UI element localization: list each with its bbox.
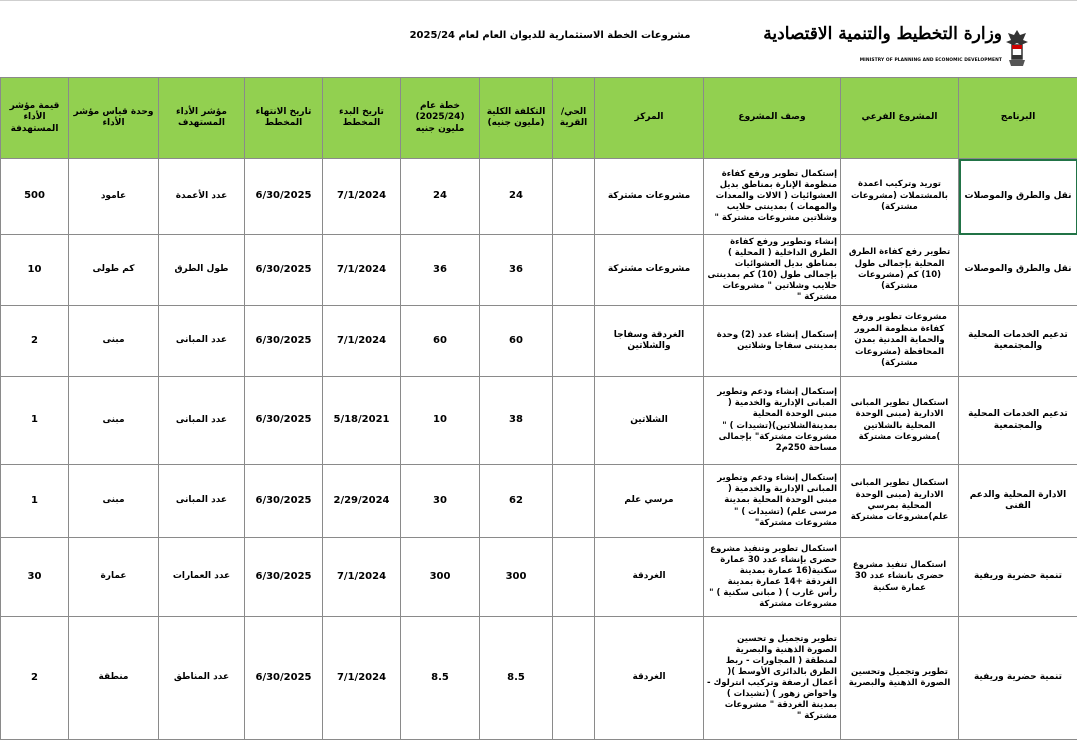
cell-kpi-unit[interactable]: مبنى (69, 306, 159, 377)
cell-end-date[interactable]: 6/30/2025 (245, 377, 323, 465)
cell-plan-year[interactable]: 60 (401, 306, 480, 377)
cell-kpi-target[interactable]: 1 (1, 377, 69, 465)
cell-subproject[interactable]: استكمال تطوير المبانى الادارية (مبنى الوحدة المحلية بمرسي علم)مشروعات مشتركة (841, 465, 959, 538)
cell-description[interactable]: استكمال تطوير وتنفيذ مشروع حضرى بإنشاء عدد 30 عمارة سكنية(16 عمارة بمدينة الغردقة +14 عمارة بمدينة رأس غارب ) ( مبانى سكنية ) " مشروعات مشتركة (704, 538, 841, 617)
cell-kpi-unit[interactable]: مبنى (69, 377, 159, 465)
cell-kpi[interactable]: عدد المبانى (159, 377, 245, 465)
cell-description[interactable]: إستكمال إنشاء ودعم وتطوير المبانى الإدارية والخدمية ( مبنى الوحدة المحلية بمدينة مرسى علم) (تشيدات ) " مشروعات مشتركة" (704, 465, 841, 538)
cell-start-date[interactable]: 5/18/2021 (323, 377, 401, 465)
cell-kpi-target[interactable]: 30 (1, 538, 69, 617)
cell-kpi-target[interactable]: 500 (1, 159, 69, 235)
cell-kpi-unit[interactable]: عامود (69, 159, 159, 235)
cell-description[interactable]: إستكمال إنشاء ودعم وتطوير المبانى الإدارية والخدمية ( مبنى الوحدة المحلية بمدينةالشلاتين)(تشيدات ) " مشروعات مشتركة" بإجمالى مساحة 250م2 (704, 377, 841, 465)
cell-start-date[interactable]: 7/1/2024 (323, 235, 401, 306)
cell-subproject[interactable]: تطوير وتجميل وتحسين الصورة الذهنية والبصرية (841, 617, 959, 740)
cell-total-cost[interactable]: 36 (480, 235, 553, 306)
cell-total-cost[interactable]: 24 (480, 159, 553, 235)
cell-end-date[interactable]: 6/30/2025 (245, 306, 323, 377)
cell-end-date[interactable]: 6/30/2025 (245, 235, 323, 306)
header-kpi-unit: وحدة قياس مؤشر الأداء (69, 78, 159, 159)
cell-village[interactable] (553, 159, 595, 235)
header-program: البرنامج (959, 78, 1077, 159)
cell-center[interactable]: مشروعات مشتركة (595, 159, 704, 235)
cell-kpi-target[interactable]: 2 (1, 617, 69, 740)
cell-kpi[interactable]: عدد المبانى (159, 465, 245, 538)
header-kpi: مؤشر الأداء المستهدف (159, 78, 245, 159)
cell-kpi[interactable]: طول الطرق (159, 235, 245, 306)
cell-total-cost[interactable]: 60 (480, 306, 553, 377)
cell-kpi[interactable]: عدد المبانى (159, 306, 245, 377)
cell-center[interactable]: مشروعات مشتركة (595, 235, 704, 306)
cell-subproject[interactable]: تطوير رفع كفاءة الطرق المحلية بإجمالى طول (10) كم (مشروعات مشتركة) (841, 235, 959, 306)
cell-description[interactable]: تطوير وتجميل و تحسين الصورة الذهنية والبصرية لمنطقة ( المجاورات - ربط الطرق بالدائرى الأوسط )( أعمال ارصفة وتركيب انترلوك - واحواض زهور ) (تشيدات ) بمدينة الغردقة " مشروعات مشتركة " (704, 617, 841, 740)
cell-center[interactable]: مرسي علم (595, 465, 704, 538)
cell-kpi[interactable]: عدد المناطق (159, 617, 245, 740)
cell-total-cost[interactable]: 62 (480, 465, 553, 538)
cell-kpi-unit[interactable]: مبنى (69, 465, 159, 538)
cell-kpi-unit[interactable]: عمارة (69, 538, 159, 617)
cell-program[interactable]: تنمية حضرية وريفية (959, 617, 1077, 740)
cell-end-date[interactable]: 6/30/2025 (245, 465, 323, 538)
header-description: وصف المشروع (704, 78, 841, 159)
table-header-row (1, 78, 1077, 159)
cell-start-date[interactable]: 2/29/2024 (323, 465, 401, 538)
cell-village[interactable] (553, 465, 595, 538)
cell-end-date[interactable]: 6/30/2025 (245, 617, 323, 740)
header-center: المركز (595, 78, 704, 159)
cell-plan-year[interactable]: 24 (401, 159, 480, 235)
cell-end-date[interactable]: 6/30/2025 (245, 538, 323, 617)
header-total-cost: التكلفة الكلية (مليون جنيه) (480, 78, 553, 159)
cell-kpi-target[interactable]: 10 (1, 235, 69, 306)
cell-kpi-target[interactable]: 2 (1, 306, 69, 377)
header-plan-year: خطة عام (2025/24) مليون جنيه (401, 78, 480, 159)
logo-arabic-text: وزارة التخطيط والتنمية الاقتصادية (763, 24, 1002, 44)
egypt-eagle-emblem-icon (1004, 26, 1030, 70)
logo-english-text: MINISTRY OF PLANNING AND ECONOMIC DEVELOPMENT (860, 58, 1002, 63)
cell-plan-year[interactable]: 300 (401, 538, 480, 617)
cell-subproject[interactable]: استكمال تنفيذ مشروع حضرى بانشاء عدد 30 عمارة سكنية (841, 538, 959, 617)
cell-total-cost[interactable]: 300 (480, 538, 553, 617)
projects-table (0, 77, 1077, 740)
table-row (1, 159, 1077, 235)
cell-subproject[interactable]: استكمال تطوير المبانى الادارية (مبنى الوحدة المحلية بالشلاتين )مشروعات مشتركة (841, 377, 959, 465)
cell-village[interactable] (553, 377, 595, 465)
cell-kpi[interactable]: عدد الأعمدة (159, 159, 245, 235)
cell-subproject[interactable]: مشروعات تطوير ورفع كفاءة منظومة المرور والحماية المدنية بمدن المحافظة (مشروعات مشتركة) (841, 306, 959, 377)
header-village: الحي/ القرية (553, 78, 595, 159)
cell-program[interactable]: الادارة المحلية والدعم الفنى (959, 465, 1077, 538)
cell-kpi-unit[interactable]: منطقة (69, 617, 159, 740)
cell-program[interactable]: تدعيم الخدمات المحلية والمجتمعية (959, 306, 1077, 377)
top-border-line (0, 0, 1077, 1)
cell-kpi-unit[interactable]: كم طولى (69, 235, 159, 306)
cell-center[interactable]: الغردقة (595, 538, 704, 617)
table-row (1, 306, 1077, 377)
cell-center[interactable]: الغردقة وسفاجا والشلاتين (595, 306, 704, 377)
cell-start-date[interactable]: 7/1/2024 (323, 159, 401, 235)
cell-total-cost[interactable]: 38 (480, 377, 553, 465)
table-row (1, 235, 1077, 306)
cell-village[interactable] (553, 538, 595, 617)
cell-kpi[interactable]: عدد العمارات (159, 538, 245, 617)
cell-plan-year[interactable]: 8.5 (401, 617, 480, 740)
cell-plan-year[interactable]: 10 (401, 377, 480, 465)
ministry-logo (880, 24, 1030, 74)
cell-village[interactable] (553, 235, 595, 306)
cell-subproject[interactable]: توريد وتركيب اعمدة بالمشتملات (مشروعات مشتركة) (841, 159, 959, 235)
cell-program[interactable]: نقل والطرق والموصلات (959, 235, 1077, 306)
cell-program[interactable]: نقل والطرق والموصلات (959, 159, 1077, 235)
cell-start-date[interactable]: 7/1/2024 (323, 617, 401, 740)
table-row (1, 465, 1077, 538)
cell-end-date[interactable]: 6/30/2025 (245, 159, 323, 235)
cell-description[interactable]: إنشاء وتطوير ورفع كفاءة الطرق الداخلية ( المحلية ) بمناطق بديل العشوائيات بإجمالى طول (10) كم بمدينتى حلايب وشلاتين " مشروعات مشتركة " (704, 235, 841, 306)
cell-center[interactable]: الغردقة (595, 617, 704, 740)
cell-plan-year[interactable]: 30 (401, 465, 480, 538)
cell-village[interactable] (553, 306, 595, 377)
header-subproject: المشروع الفرعي (841, 78, 959, 159)
table-row (1, 377, 1077, 465)
cell-kpi-target[interactable]: 1 (1, 465, 69, 538)
cell-program[interactable]: تنمية حضرية وريفية (959, 538, 1077, 617)
cell-start-date[interactable]: 7/1/2024 (323, 538, 401, 617)
header-kpi-target: قيمة مؤشر الأداء المستهدفة (1, 78, 69, 159)
cell-program[interactable]: تدعيم الخدمات المحلية والمجتمعية (959, 377, 1077, 465)
cell-center[interactable]: الشلاتين (595, 377, 704, 465)
cell-total-cost[interactable]: 8.5 (480, 617, 553, 740)
cell-description[interactable]: إستكمال تطوير ورفع كفاءة منظومة الإنارة بمناطق بديل العشوائيات ( الالات والمعدات والمهمات ) بمدينتى حلايب وشلاتين مشروعات مشتركة " (704, 159, 841, 235)
table-row (1, 538, 1077, 617)
cell-plan-year[interactable]: 36 (401, 235, 480, 306)
document-title: مشروعات الخطة الاستثمارية للديوان العام لعام 2025/24 (330, 30, 770, 41)
table-row (1, 617, 1077, 740)
header-start-date: تاريخ البدء المخطط (323, 78, 401, 159)
cell-description[interactable]: إستكمال إنشاء عدد (2) وحدة بمدينتى سفاجا وشلاتين (704, 306, 841, 377)
cell-start-date[interactable]: 7/1/2024 (323, 306, 401, 377)
cell-village[interactable] (553, 617, 595, 740)
header-end-date: تاريخ الانتهاء المخطط (245, 78, 323, 159)
